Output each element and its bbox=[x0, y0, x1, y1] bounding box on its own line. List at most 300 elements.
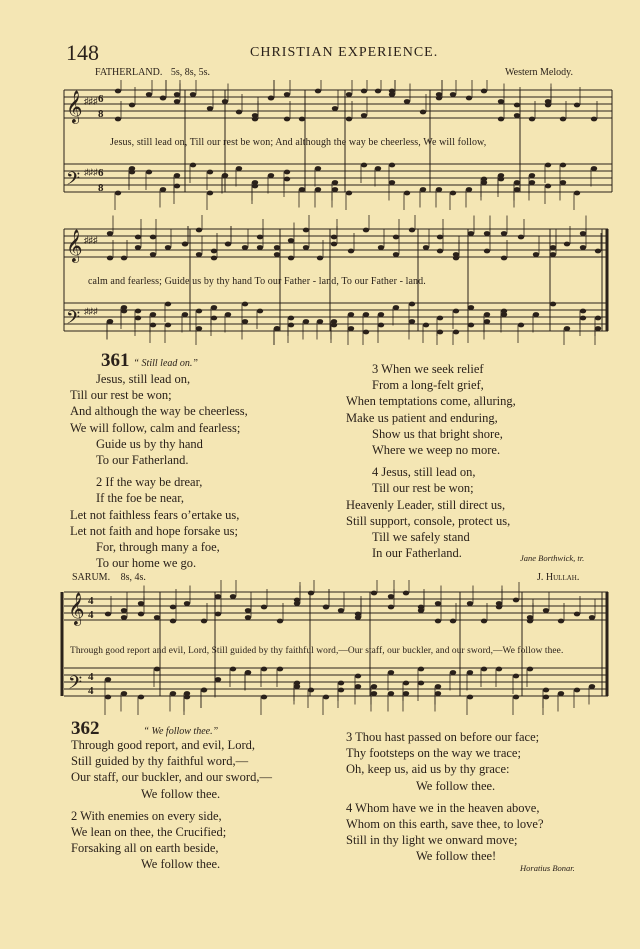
notehead bbox=[389, 180, 395, 185]
notehead bbox=[437, 249, 443, 254]
notehead bbox=[308, 591, 314, 596]
notehead bbox=[303, 245, 309, 250]
notehead bbox=[513, 695, 519, 700]
notehead bbox=[294, 684, 300, 689]
notehead bbox=[498, 117, 504, 122]
notehead bbox=[498, 177, 504, 182]
notehead bbox=[236, 110, 242, 115]
verse-line: Make us patient and enduring, bbox=[346, 410, 498, 425]
notehead bbox=[257, 245, 263, 250]
notehead bbox=[315, 187, 321, 192]
notehead bbox=[261, 695, 267, 700]
notehead bbox=[154, 615, 160, 620]
page-number: 148 bbox=[66, 40, 99, 65]
notehead bbox=[277, 619, 283, 624]
notehead bbox=[558, 619, 564, 624]
notehead bbox=[288, 238, 294, 243]
notehead bbox=[284, 117, 290, 122]
verse-line: Still guided by thy faithful word,— bbox=[71, 754, 249, 769]
notehead bbox=[338, 688, 344, 693]
notehead bbox=[288, 323, 294, 328]
notehead bbox=[378, 245, 384, 250]
notehead bbox=[409, 302, 415, 307]
notehead bbox=[418, 681, 424, 686]
notehead bbox=[468, 231, 474, 236]
notehead bbox=[484, 249, 490, 254]
svg-text:♯♯♯: ♯♯♯ bbox=[84, 96, 98, 106]
notehead bbox=[404, 191, 410, 196]
verse-line: We will follow, calm and fearless; bbox=[70, 420, 241, 435]
notehead bbox=[338, 681, 344, 686]
verse-line: 4 Whom have we in the heaven above, bbox=[346, 800, 540, 815]
verse-line: To our Fatherland. bbox=[96, 453, 189, 468]
notehead bbox=[564, 242, 570, 247]
verse-line: We follow thee. bbox=[416, 778, 496, 793]
notehead bbox=[436, 96, 442, 101]
notehead bbox=[501, 231, 507, 236]
verse-line: Let not faithless fears o’ertake us, bbox=[70, 507, 240, 522]
notehead bbox=[230, 667, 236, 672]
notehead bbox=[257, 235, 263, 240]
notehead bbox=[107, 256, 113, 261]
notehead bbox=[560, 117, 566, 122]
notehead bbox=[174, 184, 180, 189]
notehead bbox=[550, 245, 556, 250]
verse-line: Whom on this earth, save thee, to love? bbox=[346, 817, 544, 832]
notehead bbox=[138, 612, 144, 617]
notehead bbox=[215, 677, 221, 682]
notehead bbox=[150, 312, 156, 317]
notehead bbox=[375, 166, 381, 171]
notehead bbox=[225, 242, 231, 247]
notehead bbox=[299, 117, 305, 122]
notehead bbox=[121, 256, 127, 261]
notehead bbox=[165, 302, 171, 307]
notehead bbox=[274, 252, 280, 257]
notehead bbox=[105, 677, 111, 682]
notehead bbox=[580, 231, 586, 236]
notehead bbox=[323, 605, 329, 610]
verse-line: Till our rest be won; bbox=[372, 481, 474, 496]
notehead bbox=[437, 235, 443, 240]
verse-line: In our Fatherland. bbox=[372, 546, 462, 561]
svg-text:4: 4 bbox=[88, 685, 94, 697]
notehead bbox=[468, 323, 474, 328]
notehead bbox=[527, 619, 533, 624]
notehead bbox=[196, 252, 202, 257]
notehead bbox=[303, 228, 309, 233]
notehead bbox=[332, 106, 338, 111]
notehead bbox=[317, 256, 323, 261]
notehead bbox=[135, 309, 141, 314]
notehead bbox=[361, 163, 367, 168]
verse-line: Till our rest be won; bbox=[70, 388, 172, 403]
notehead bbox=[388, 691, 394, 696]
notehead bbox=[435, 619, 441, 624]
notehead bbox=[252, 180, 258, 185]
notehead bbox=[403, 681, 409, 686]
notehead bbox=[564, 326, 570, 331]
notehead bbox=[595, 326, 601, 331]
hymn-361-heading: 361 “ Still lead on.” bbox=[101, 350, 198, 371]
notehead bbox=[182, 242, 188, 247]
notehead bbox=[533, 312, 539, 317]
notehead bbox=[332, 180, 338, 185]
notehead bbox=[514, 103, 520, 108]
svg-text:6: 6 bbox=[98, 93, 104, 105]
notehead bbox=[450, 619, 456, 624]
notehead bbox=[196, 326, 202, 331]
notehead bbox=[174, 99, 180, 104]
notehead bbox=[107, 231, 113, 236]
notehead bbox=[315, 166, 321, 171]
notehead bbox=[331, 235, 337, 240]
verse-line: Forsaking all on earth beside, bbox=[71, 841, 219, 856]
notehead bbox=[170, 605, 176, 610]
hymn-362-heading: 362 “ We follow thee.” bbox=[71, 718, 219, 739]
notehead bbox=[484, 319, 490, 324]
verse-line: If the foe be near, bbox=[96, 491, 184, 506]
notehead bbox=[467, 670, 473, 675]
hymn-362-column-1 bbox=[71, 737, 341, 873]
notehead bbox=[545, 184, 551, 189]
notehead bbox=[409, 228, 415, 233]
notehead bbox=[299, 187, 305, 192]
notehead bbox=[121, 608, 127, 613]
notehead bbox=[378, 323, 384, 328]
verse-line: Our staff, our buckler, and our sword,— bbox=[71, 770, 272, 785]
notehead bbox=[423, 245, 429, 250]
notehead bbox=[423, 323, 429, 328]
notehead bbox=[201, 688, 207, 693]
notehead bbox=[453, 330, 459, 335]
notehead bbox=[453, 309, 459, 314]
notehead bbox=[363, 330, 369, 335]
notehead bbox=[184, 695, 190, 700]
svg-text:𝄢: 𝄢 bbox=[66, 307, 81, 332]
notehead bbox=[211, 256, 217, 261]
verse-line: We follow thee. bbox=[141, 786, 221, 801]
notehead bbox=[435, 684, 441, 689]
notehead bbox=[115, 89, 121, 94]
svg-text:𝄞: 𝄞 bbox=[66, 92, 83, 123]
notehead bbox=[550, 302, 556, 307]
notehead bbox=[378, 312, 384, 317]
notehead bbox=[543, 608, 549, 613]
notehead bbox=[529, 173, 535, 178]
notehead bbox=[420, 187, 426, 192]
notehead bbox=[196, 309, 202, 314]
notehead bbox=[529, 117, 535, 122]
notehead bbox=[129, 166, 135, 171]
svg-text:♯♯♯: ♯♯♯ bbox=[84, 235, 98, 245]
notehead bbox=[170, 619, 176, 624]
notehead bbox=[529, 180, 535, 185]
notehead bbox=[338, 608, 344, 613]
notehead bbox=[388, 605, 394, 610]
notehead bbox=[436, 187, 442, 192]
notehead bbox=[201, 619, 207, 624]
notehead bbox=[284, 177, 290, 182]
notehead bbox=[371, 691, 377, 696]
notehead bbox=[371, 591, 377, 596]
notehead bbox=[466, 187, 472, 192]
notehead bbox=[348, 249, 354, 254]
notehead bbox=[389, 163, 395, 168]
notehead bbox=[211, 249, 217, 254]
notehead bbox=[393, 235, 399, 240]
svg-text:𝄞: 𝄞 bbox=[68, 594, 85, 625]
tune2-lyric-line1: Through good report and evil, Lord, Still guided by thy faithful word,—Our staff, our buckler, and our sword,—We follow thee. bbox=[70, 646, 564, 656]
notehead bbox=[252, 113, 258, 118]
verse-line: 2 If the way be drear, bbox=[96, 475, 203, 490]
notehead bbox=[388, 594, 394, 599]
verse-line: To our home we go. bbox=[96, 556, 197, 571]
verse-line: From a long-felt grief, bbox=[372, 378, 484, 393]
notehead bbox=[481, 89, 487, 94]
notehead bbox=[105, 695, 111, 700]
notehead bbox=[215, 612, 221, 617]
notehead bbox=[513, 674, 519, 679]
notehead bbox=[121, 615, 127, 620]
notehead bbox=[580, 309, 586, 314]
notehead bbox=[288, 256, 294, 261]
notehead bbox=[135, 245, 141, 250]
notehead bbox=[389, 92, 395, 97]
notehead bbox=[580, 316, 586, 321]
notehead bbox=[418, 608, 424, 613]
notehead bbox=[545, 99, 551, 104]
tune-name-sarum: SARUM. 8s, 4s. bbox=[72, 572, 146, 583]
notehead bbox=[403, 691, 409, 696]
verse-line: Still support, console, protect us, bbox=[346, 513, 511, 528]
notehead bbox=[484, 312, 490, 317]
notehead bbox=[146, 170, 152, 175]
verse-line: Thy footsteps on the way we trace; bbox=[346, 746, 521, 761]
notehead bbox=[514, 113, 520, 118]
notehead bbox=[182, 312, 188, 317]
notehead bbox=[150, 235, 156, 240]
notehead bbox=[331, 319, 337, 324]
notehead bbox=[211, 305, 217, 310]
notehead bbox=[274, 326, 280, 331]
svg-text:♯♯♯: ♯♯♯ bbox=[84, 167, 98, 177]
verse-line: Guide us by thy hand bbox=[96, 436, 203, 451]
notehead bbox=[105, 612, 111, 617]
notehead bbox=[215, 594, 221, 599]
notehead bbox=[481, 619, 487, 624]
notehead bbox=[245, 615, 251, 620]
notehead bbox=[146, 92, 152, 97]
notehead bbox=[242, 245, 248, 250]
notehead bbox=[236, 166, 242, 171]
notehead bbox=[595, 249, 601, 254]
notehead bbox=[574, 103, 580, 108]
verse-line: We lean on thee, the Crucified; bbox=[71, 825, 227, 840]
notehead bbox=[107, 319, 113, 324]
notehead bbox=[346, 92, 352, 97]
tune1-lyric-line1: Jesus, still lead on, Till our rest be won; And although the way be cheerless, We will follow, bbox=[110, 137, 487, 148]
notehead bbox=[453, 252, 459, 257]
notehead bbox=[363, 312, 369, 317]
tune-composer-sarum: J. Hullah. bbox=[537, 572, 580, 583]
notehead bbox=[315, 89, 321, 94]
notehead bbox=[129, 103, 135, 108]
notehead bbox=[388, 670, 394, 675]
notehead bbox=[317, 319, 323, 324]
notehead bbox=[274, 245, 280, 250]
notehead bbox=[308, 688, 314, 693]
verse-line: When temptations come, alluring, bbox=[346, 394, 516, 409]
svg-text:♯♯♯: ♯♯♯ bbox=[84, 306, 98, 316]
notehead bbox=[420, 110, 426, 115]
notehead bbox=[230, 594, 236, 599]
notehead bbox=[190, 92, 196, 97]
notehead bbox=[355, 612, 361, 617]
verse-line: Oh, keep us, aid us by thy grace: bbox=[346, 762, 510, 777]
notehead bbox=[261, 605, 267, 610]
notehead bbox=[574, 191, 580, 196]
notehead bbox=[580, 245, 586, 250]
notehead bbox=[348, 326, 354, 331]
notehead bbox=[196, 228, 202, 233]
hymn-361-column-1 bbox=[70, 371, 335, 571]
tune-name-fatherland: FATHERLAND. 5s, 8s, 5s. bbox=[95, 67, 211, 78]
notehead bbox=[174, 92, 180, 97]
notehead bbox=[165, 323, 171, 328]
notehead bbox=[393, 305, 399, 310]
hymn-362-attribution: Horatius Bonar. bbox=[520, 863, 575, 873]
notehead bbox=[591, 166, 597, 171]
notehead bbox=[418, 667, 424, 672]
svg-text:𝄢: 𝄢 bbox=[68, 672, 83, 697]
notehead bbox=[361, 89, 367, 94]
notehead bbox=[375, 89, 381, 94]
notehead bbox=[501, 309, 507, 314]
notehead bbox=[560, 180, 566, 185]
notehead bbox=[481, 667, 487, 672]
notehead bbox=[527, 667, 533, 672]
notehead bbox=[484, 231, 490, 236]
notehead bbox=[121, 691, 127, 696]
notehead bbox=[207, 106, 213, 111]
notehead bbox=[135, 316, 141, 321]
notehead bbox=[135, 235, 141, 240]
notehead bbox=[257, 309, 263, 314]
svg-text:4: 4 bbox=[88, 671, 94, 683]
notehead bbox=[284, 92, 290, 97]
notehead bbox=[355, 684, 361, 689]
hymn-362-column-2 bbox=[346, 729, 616, 865]
tune-composer-fatherland: Western Melody. bbox=[505, 67, 573, 78]
notehead bbox=[560, 163, 566, 168]
notehead bbox=[404, 99, 410, 104]
svg-text:8: 8 bbox=[98, 108, 104, 120]
notehead bbox=[435, 601, 441, 606]
notehead bbox=[245, 608, 251, 613]
notehead bbox=[184, 601, 190, 606]
notehead bbox=[435, 691, 441, 696]
notehead bbox=[160, 187, 166, 192]
notehead bbox=[468, 305, 474, 310]
verse-line: For, through many a foe, bbox=[96, 540, 220, 555]
verse-line: Through good report, and evil, Lord, bbox=[71, 738, 255, 752]
notehead bbox=[591, 117, 597, 122]
svg-text:8: 8 bbox=[98, 182, 104, 194]
notehead bbox=[294, 601, 300, 606]
verse-line: And although the way be cheerless, bbox=[70, 404, 248, 419]
notehead bbox=[150, 323, 156, 328]
notehead bbox=[514, 187, 520, 192]
notehead bbox=[138, 601, 144, 606]
notehead bbox=[261, 667, 267, 672]
notehead bbox=[121, 309, 127, 314]
svg-text:4: 4 bbox=[88, 609, 94, 621]
notehead bbox=[346, 117, 352, 122]
notehead bbox=[268, 173, 274, 178]
svg-text:4: 4 bbox=[88, 595, 94, 607]
notehead bbox=[518, 235, 524, 240]
notehead bbox=[288, 316, 294, 321]
verse-line: 3 Thou hast passed on before our face; bbox=[346, 730, 540, 744]
notehead bbox=[589, 684, 595, 689]
notehead bbox=[225, 312, 231, 317]
notehead bbox=[543, 688, 549, 693]
notehead bbox=[595, 316, 601, 321]
hymn-361-attribution: Jane Borthwick, tr. bbox=[520, 553, 585, 563]
notehead bbox=[496, 601, 502, 606]
notehead bbox=[242, 302, 248, 307]
verse-line: Jesus, still lead on, bbox=[96, 372, 191, 386]
notehead bbox=[574, 612, 580, 617]
notehead bbox=[242, 319, 248, 324]
notehead bbox=[222, 173, 228, 178]
tune1-lyric-line2: calm and fearless; Guide us by thy hand To our Father - land, To our Father - land. bbox=[88, 276, 426, 287]
notehead bbox=[277, 667, 283, 672]
verse-line: Till we safely stand bbox=[372, 530, 470, 545]
notehead bbox=[303, 319, 309, 324]
notehead bbox=[150, 252, 156, 257]
notehead bbox=[268, 96, 274, 101]
notehead bbox=[501, 256, 507, 261]
notehead bbox=[437, 316, 443, 321]
notehead bbox=[174, 173, 180, 178]
notehead bbox=[513, 598, 519, 603]
notehead bbox=[481, 177, 487, 182]
notehead bbox=[409, 319, 415, 324]
verse-line: Heavenly Leader, still direct us, bbox=[346, 497, 506, 512]
notehead bbox=[331, 242, 337, 247]
notehead bbox=[332, 187, 338, 192]
verse-line: 2 With enemies on every side, bbox=[71, 808, 222, 823]
running-title: CHRISTIAN EXPERIENCE. bbox=[250, 45, 439, 60]
notehead bbox=[393, 252, 399, 257]
notehead bbox=[348, 312, 354, 317]
verse-line: 3 When we seek relief bbox=[372, 362, 484, 376]
notehead bbox=[450, 92, 456, 97]
notehead bbox=[550, 252, 556, 257]
hymn-361-column-2 bbox=[346, 361, 611, 561]
notehead bbox=[371, 684, 377, 689]
notehead bbox=[450, 670, 456, 675]
notehead bbox=[543, 695, 549, 700]
svg-text:6: 6 bbox=[98, 167, 104, 179]
notehead bbox=[355, 674, 361, 679]
svg-text:𝄞: 𝄞 bbox=[66, 231, 83, 262]
notehead bbox=[361, 113, 367, 118]
notehead bbox=[346, 191, 352, 196]
notehead bbox=[363, 228, 369, 233]
